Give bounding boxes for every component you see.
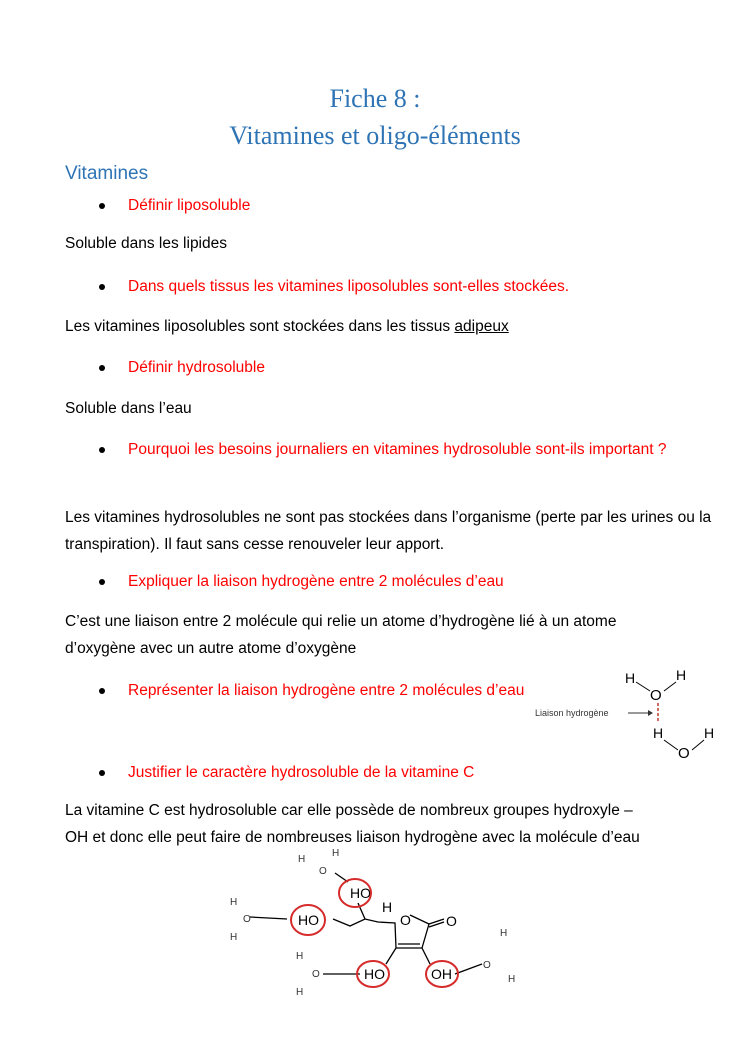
question-3: Définir hydrosoluble	[128, 359, 265, 376]
atom-o: O	[650, 687, 662, 704]
question-4: Pourquoi les besoins journaliers en vitamines hydrosoluble sont-ils important ?	[128, 441, 667, 458]
bullet	[99, 365, 105, 371]
answer-5: C’est une liaison entre 2 molécule qui relie un atome d’hydrogène lié à un atome d’oxygène avec un autre atome d’oxygène	[65, 613, 617, 657]
answer-4: Les vitamines hydrosolubles ne sont pas stockées dans l’organisme (perte par les urines ou la transpiration). Il faut sans cesse renouveler leur apport.	[65, 509, 712, 553]
atom-h: H	[230, 932, 238, 943]
bullet	[99, 284, 105, 290]
bullet	[99, 579, 105, 585]
atom-h: H	[653, 725, 664, 741]
atom-o: O	[678, 745, 690, 762]
page-title-line2: Vitamines et oligo-éléments	[229, 121, 521, 150]
bullet	[99, 770, 105, 776]
atom-o: O	[446, 913, 457, 929]
atom-h: H	[296, 951, 304, 962]
page-title-line1: Fiche 8 :	[329, 84, 421, 113]
section-heading: Vitamines	[65, 163, 149, 184]
atom-h: H	[704, 725, 715, 741]
atom-o: O	[319, 866, 327, 877]
question-7: Justifier le caractère hydrosoluble de la vitamine C	[128, 764, 475, 781]
atom-h: H	[296, 987, 304, 998]
hbond-label: Liaison hydrogène	[535, 708, 609, 718]
atom-h: H	[382, 899, 393, 915]
atom-h: H	[332, 848, 340, 859]
answer-7: La vitamine C est hydrosoluble car elle possède de nombreux groupes hydroxyle –OH et donc elle peut faire de nombreuses liaison hydrogène avec la molécule d’eau	[65, 802, 640, 846]
atom-o: O	[483, 960, 491, 971]
answer-3: Soluble dans l’eau	[65, 400, 192, 417]
hydroxyl-group: HO	[298, 912, 319, 928]
hydroxyl-group: HO	[350, 885, 371, 901]
atom-h: H	[298, 854, 306, 865]
vitamin-c-hydrogen-bond-diagram	[210, 840, 550, 1010]
atom-o: O	[243, 914, 251, 925]
atom-h: H	[500, 928, 508, 939]
question-1: Définir liposoluble	[128, 197, 251, 214]
hydroxyl-group: HO	[364, 966, 385, 982]
atom-h: H	[230, 897, 238, 908]
bullet	[99, 203, 105, 209]
bullet	[99, 688, 105, 694]
question-6: Représenter la liaison hydrogène entre 2 molécules d’eau	[128, 682, 525, 699]
atom-h: H	[676, 667, 687, 683]
answer-1: Soluble dans les lipides	[65, 235, 227, 252]
answer-2-underlined: adipeux	[454, 318, 509, 335]
answer-2-text: Les vitamines liposolubles sont stockées dans les tissus	[65, 318, 455, 335]
bullet	[99, 447, 105, 453]
atom-h: H	[625, 670, 636, 686]
atom-o: O	[400, 912, 411, 928]
question-5: Expliquer la liaison hydrogène entre 2 molécules d’eau	[128, 573, 504, 590]
water-hydrogen-bond-diagram	[530, 655, 730, 770]
question-2: Dans quels tissus les vitamines liposolubles sont-elles stockées.	[128, 278, 570, 295]
hydroxyl-group: OH	[431, 966, 452, 982]
atom-h: H	[508, 974, 516, 985]
answer-2	[65, 313, 715, 340]
atom-o: O	[312, 969, 320, 980]
